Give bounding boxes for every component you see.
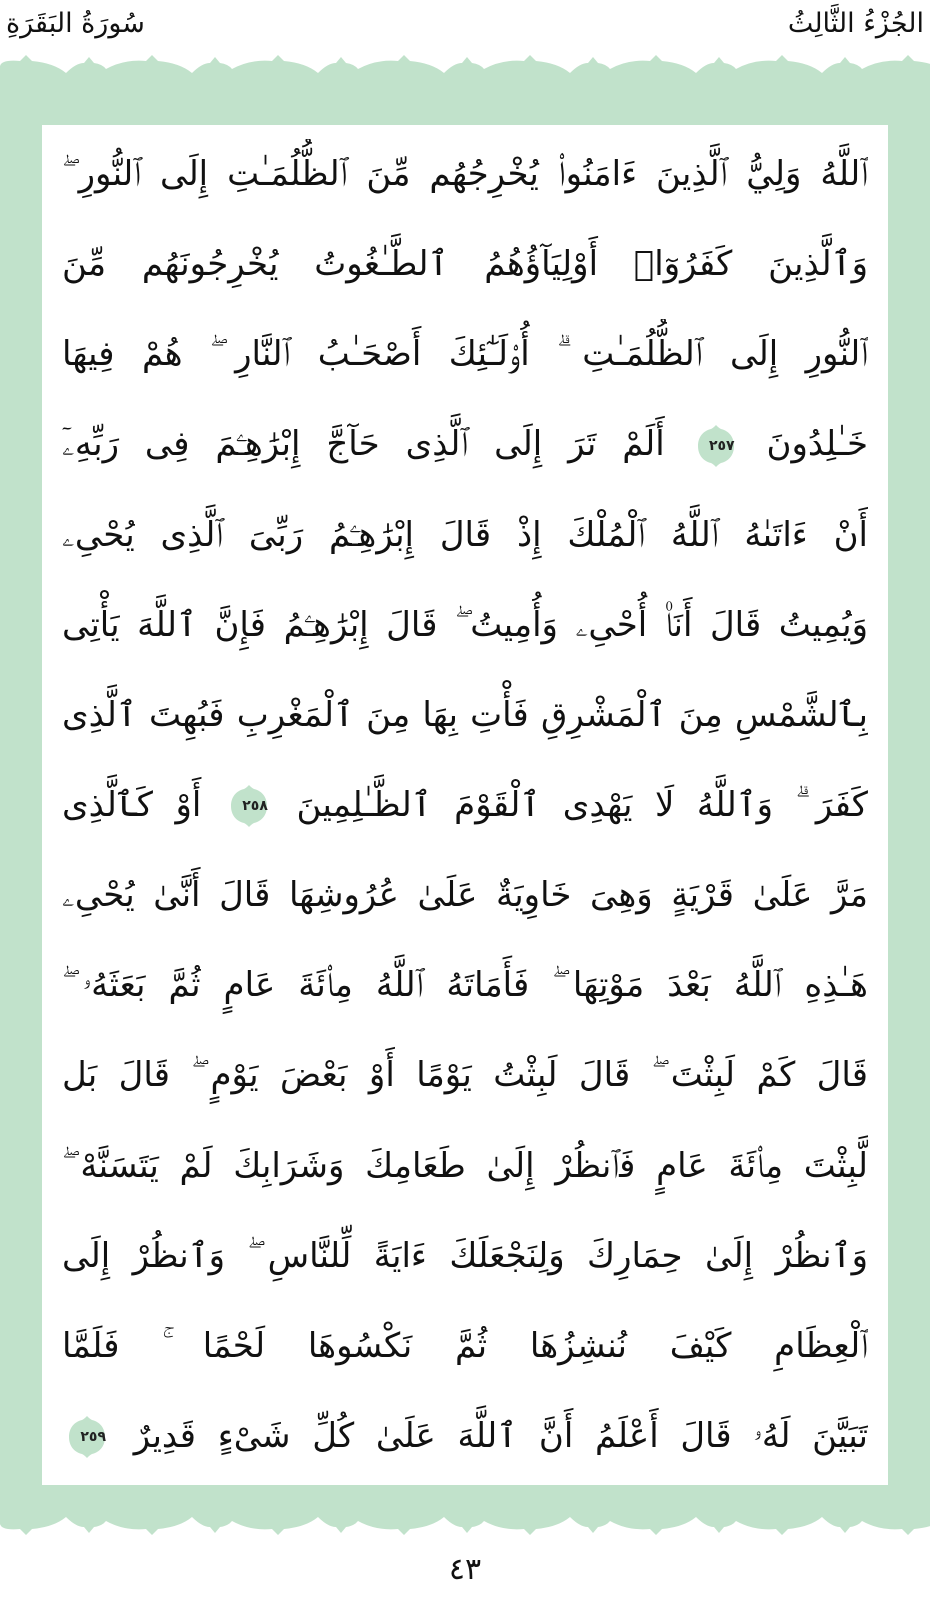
verse-text: أَلَمْ تَرَ إِلَى ٱلَّذِى حَآجَّ إِبْرَٰهِـۧمَ فِى رَبِّهِۦٓ xyxy=(62,424,665,465)
page-number: ٤٣ xyxy=(448,1552,482,1587)
text-line xyxy=(62,500,868,570)
verse-text: وَٱلَّذِينَ كَفَرُوٓا۟ أَوْلِيَآؤُهُمُ ٱلطَّـٰغُوتُ يُخْرِجُونَهُم مِّنَ xyxy=(62,244,868,285)
text-line xyxy=(62,1311,868,1381)
text-line xyxy=(62,1401,868,1471)
text-line xyxy=(62,319,868,389)
scallop-border-top-icon xyxy=(0,55,930,79)
verse-text: أَنْ ءَاتَىٰهُ ٱللَّهُ ٱلْمُلْكَ إِذْ قَالَ إِبْرَٰهِـۧمُ رَبِّىَ ٱلَّذِى يُحْىِۦ xyxy=(62,514,868,555)
verse-text: وَيُمِيتُ قَالَ أَنَا۠ أُحْىِۦ وَأُمِيتُ ۖ قَالَ إِبْرَٰهِـۧمُ فَإِنَّ ٱللَّهَ يَأْتِى xyxy=(62,604,868,645)
text-line xyxy=(62,139,868,209)
verse-text: تَبَيَّنَ لَهُۥ قَالَ أَعْلَمُ أَنَّ ٱللَّهَ عَلَىٰ كُلِّ شَىْءٍ قَدِيرٌ xyxy=(133,1415,868,1456)
page-header xyxy=(0,0,930,50)
verse-text: هَـٰذِهِ ٱللَّهُ بَعْدَ مَوْتِهَا ۖ فَأَمَاتَهُ ٱللَّهُ مِا۟ئَةَ عَامٍ ثُمَّ بَعَثَهُۥ ۖ xyxy=(62,965,868,1006)
ayah-number: ٢٥٨ xyxy=(242,798,268,815)
verse-text: ٱلنُّورِ إِلَى ٱلظُّلُمَـٰتِ ۗ أُو۟لَـٰٓئِكَ أَصْحَـٰبُ ٱلنَّارِ ۖ هُمْ فِيهَا xyxy=(62,334,868,375)
quran-text xyxy=(62,139,868,1471)
text-line xyxy=(62,680,868,750)
ayah-number: ٢٥٧ xyxy=(708,437,735,454)
text-line xyxy=(62,229,868,299)
verse-text: أَوْ كَٱلَّذِى xyxy=(62,784,202,825)
verse-text: بِٱلشَّمْسِ مِنَ ٱلْمَشْرِقِ فَأْتِ بِهَا مِنَ ٱلْمَغْرِبِ فَبُهِتَ ٱلَّذِى xyxy=(62,694,868,735)
ayah-number-marker xyxy=(697,424,735,468)
text-line xyxy=(62,1221,868,1291)
text-line xyxy=(62,950,868,1020)
juz-label: الجُزْءُ الثَّالِثُ xyxy=(787,8,924,39)
verse-text: خَـٰلِدُونَ xyxy=(766,424,868,465)
surah-label: سُورَةُ البَقَرَةِ xyxy=(6,8,145,39)
text-line xyxy=(62,590,868,660)
text-panel xyxy=(42,125,888,1485)
scallop-border-bottom-icon xyxy=(0,1511,930,1535)
text-line xyxy=(62,409,868,479)
ayah-number-marker xyxy=(68,1415,106,1459)
verse-text: ٱللَّهُ وَلِيُّ ٱلَّذِينَ ءَامَنُوا۟ يُخْرِجُهُم مِّنَ ٱلظُّلُمَـٰتِ إِلَى ٱلنُّورِ ۖ xyxy=(62,154,868,194)
verse-text: وَٱنظُرْ إِلَىٰ حِمَارِكَ وَلِنَجْعَلَكَ ءَايَةً لِّلنَّاسِ ۖ وَٱنظُرْ إِلَى xyxy=(62,1235,868,1276)
text-line xyxy=(62,770,868,840)
verse-text: ٱلْعِظَامِ كَيْفَ نُنشِزُهَا ثُمَّ نَكْسُوهَا لَحْمًا ۚ فَلَمَّا xyxy=(62,1325,868,1366)
verse-text: مَرَّ عَلَىٰ قَرْيَةٍ وَهِىَ خَاوِيَةٌ عَلَىٰ عُرُوشِهَا قَالَ أَنَّىٰ يُحْىِۦ xyxy=(62,875,868,916)
text-line xyxy=(62,1131,868,1201)
text-line xyxy=(62,1040,868,1110)
ayah-number: ٢٥٩ xyxy=(80,1429,106,1446)
text-line xyxy=(62,860,868,930)
verse-text: كَفَرَ ۗ وَٱللَّهُ لَا يَهْدِى ٱلْقَوْمَ ٱلظَّـٰلِمِينَ xyxy=(296,784,868,825)
verse-text: قَالَ كَمْ لَبِثْتَ ۖ قَالَ لَبِثْتُ يَوْمًا أَوْ بَعْضَ يَوْمٍ ۖ قَالَ بَل xyxy=(62,1055,868,1096)
verse-text: لَّبِثْتَ مِا۟ئَةَ عَامٍ فَٱنظُرْ إِلَىٰ طَعَامِكَ وَشَرَابِكَ لَمْ يَتَسَنَّهْ ۖ xyxy=(62,1145,868,1186)
ayah-number-marker xyxy=(230,784,268,828)
